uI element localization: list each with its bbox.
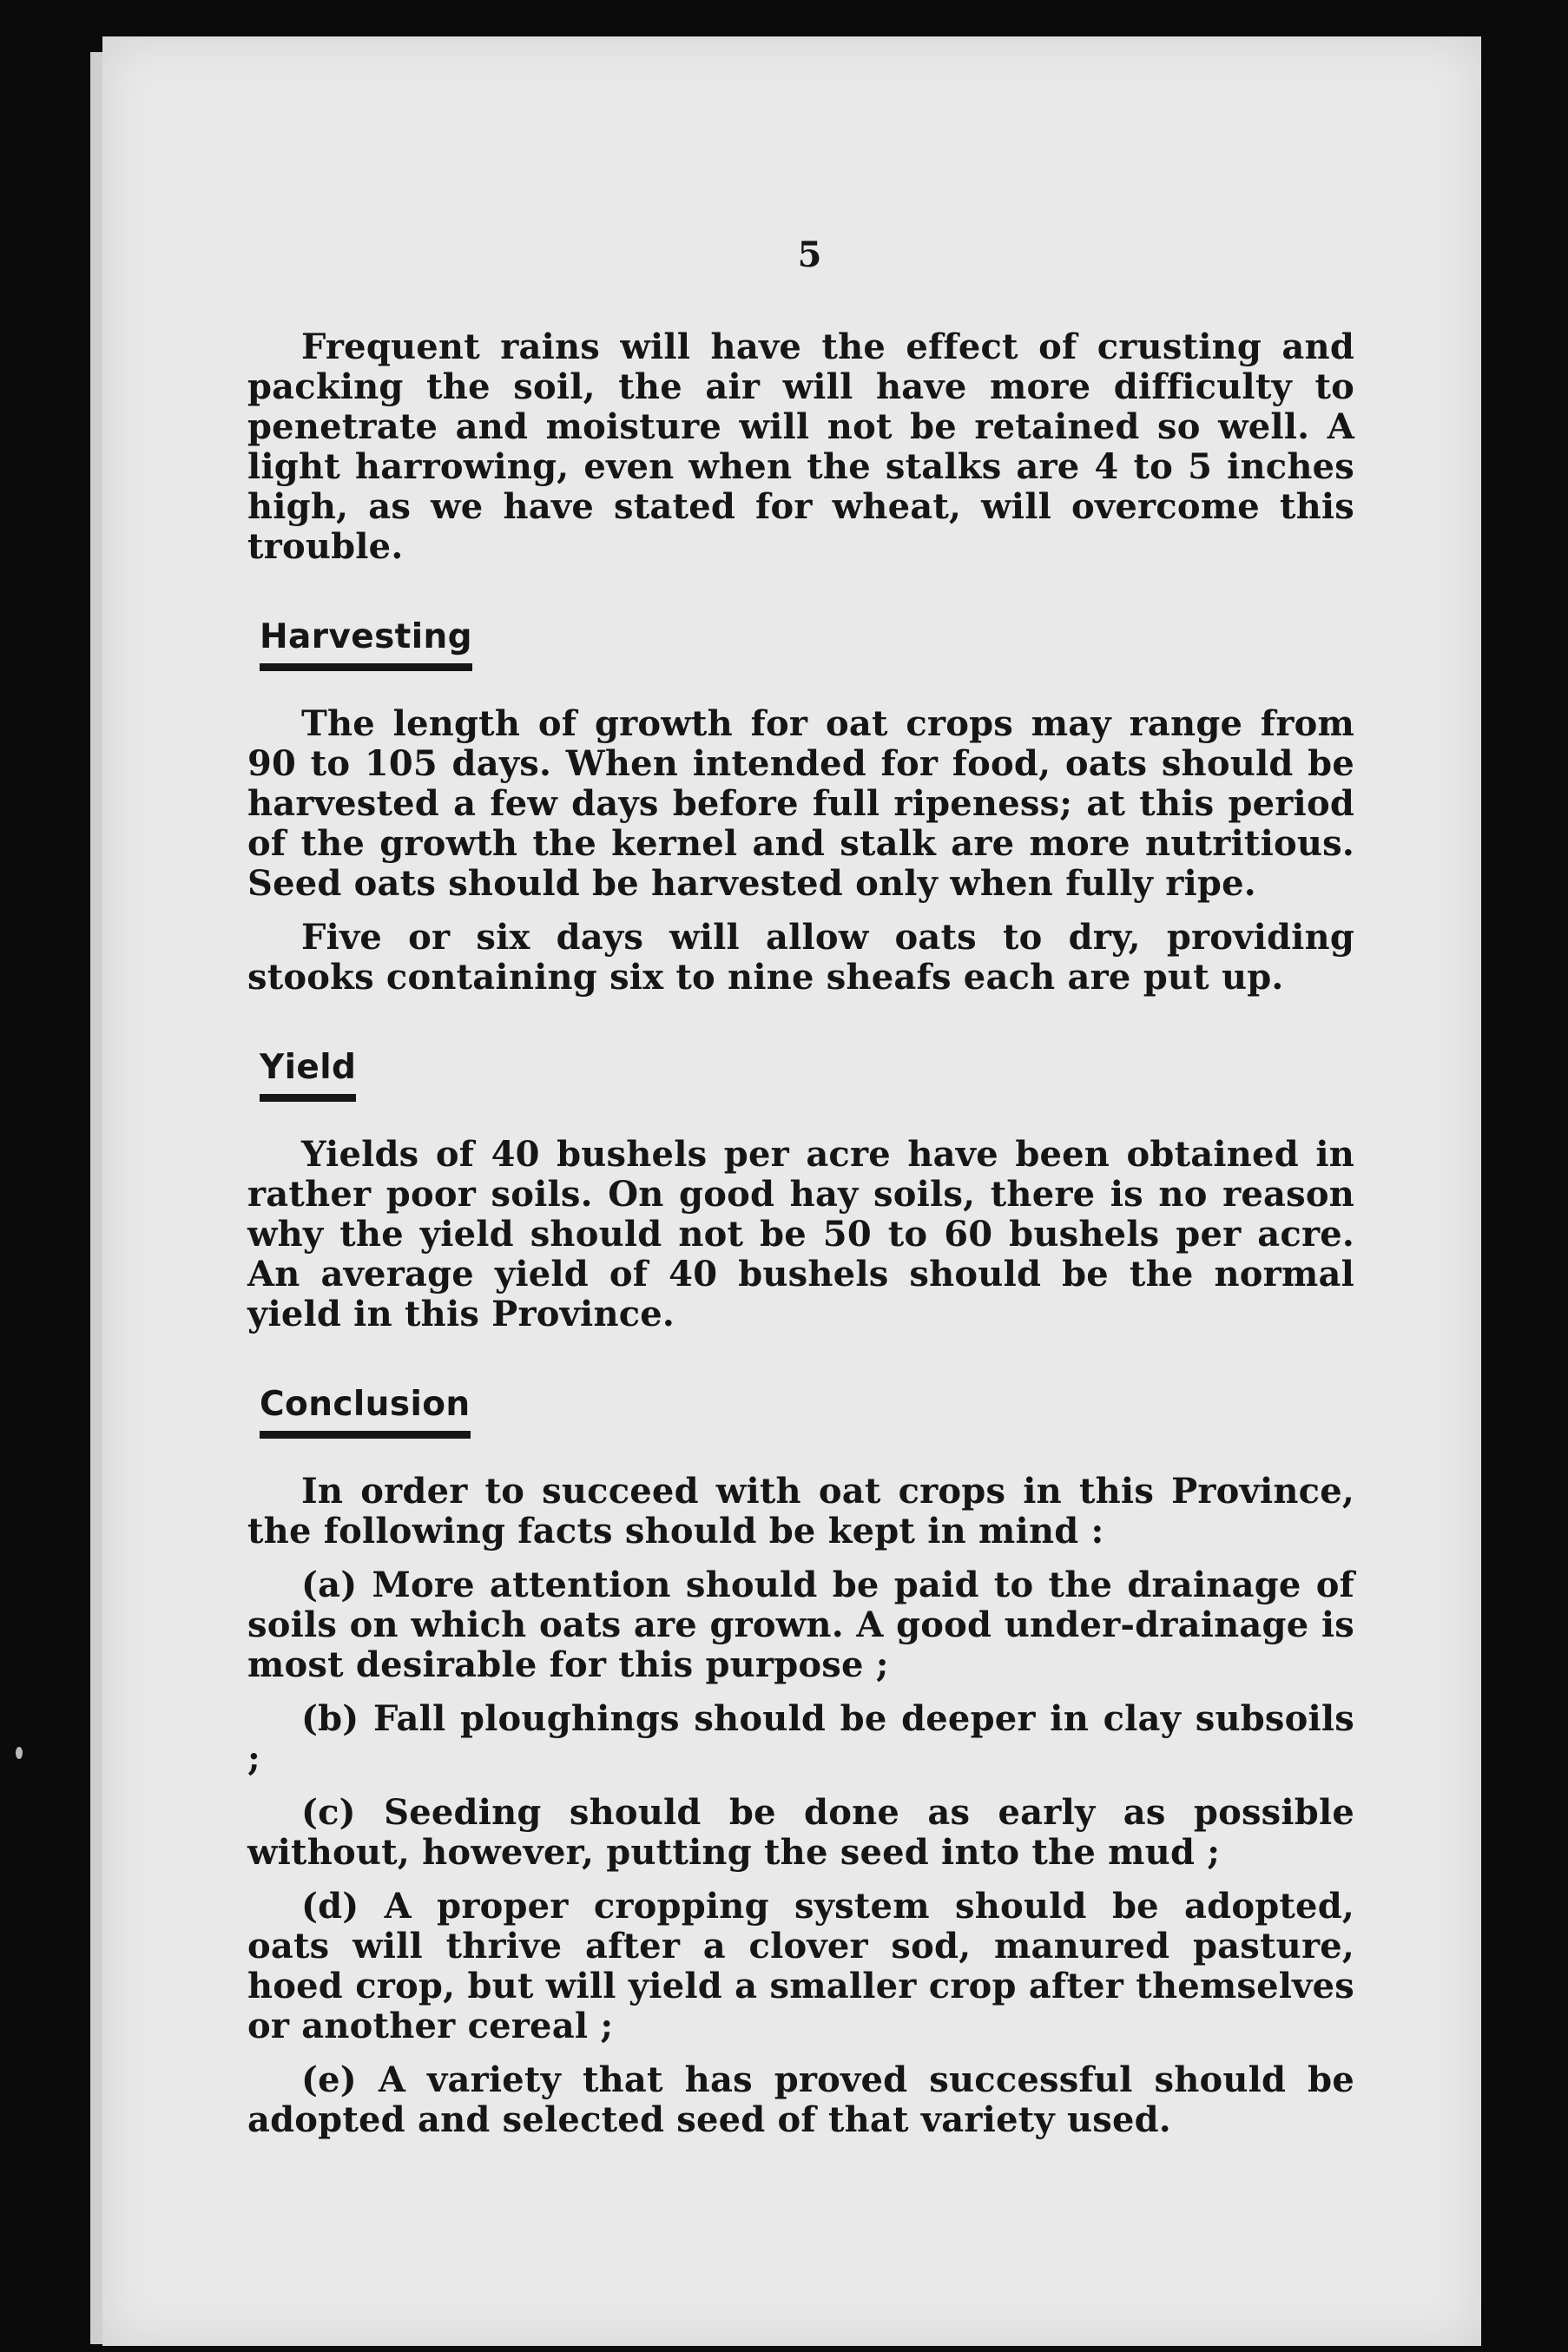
harvesting-paragraph-2: Five or six days will allow oats to dry, providing stooks containing six to nine sheafs each are put up.	[247, 917, 1354, 998]
conclusion-item-a: (a) More attention should be paid to the drainage of soils on which oats are grown. A good under-drainage is most desirable for this purpose ;	[247, 1565, 1354, 1685]
conclusion-intro-paragraph: In order to succeed with oat crops in this Province, the following facts should be kept in mind :	[247, 1471, 1354, 1552]
heading-conclusion: Conclusion	[260, 1385, 471, 1439]
conclusion-item-d: (d) A proper cropping system should be adopted, oats will thrive after a clover sod, manured pasture, hoed crop, but will yield a smaller crop after themselves or another cereal ;	[247, 1886, 1354, 2046]
page-content	[247, 234, 1354, 2154]
intro-paragraph: Frequent rains will have the effect of crusting and packing the soil, the air will have more difficulty to penetrate and moisture will not be retained so well. A light harrowing, even when the stalks are 4 to 5 inches high, as we have stated for wheat, will overcome this trouble.	[247, 326, 1354, 567]
heading-harvesting: Harvesting	[260, 617, 472, 671]
harvesting-paragraph-1: The length of growth for oat crops may range from 90 to 105 days. When intended for food, oats should be harvested a few days before full ripeness; at this period of the growth the kernel and stalk are more nutritious. Seed oats should be harvested only when fully ripe.	[247, 703, 1354, 904]
conclusion-item-b: (b) Fall ploughings should be deeper in clay subsoils ;	[247, 1698, 1354, 1779]
conclusion-item-e: (e) A variety that has proved successful should be adopted and selected seed of that variety used.	[247, 2059, 1354, 2140]
conclusion-item-c: (c) Seeding should be done as early as possible without, however, putting the seed into the mud ;	[247, 1792, 1354, 1873]
page-number: 5	[797, 234, 822, 275]
yield-paragraph-1: Yields of 40 bushels per acre have been obtained in rather poor soils. On good hay soils, there is no reason why the yield should not be 50 to 60 bushels per acre. An average yield of 40 bushels should be the normal yield in this Province.	[247, 1134, 1354, 1334]
scan-speck	[16, 1747, 23, 1759]
heading-yield: Yield	[260, 1048, 356, 1102]
page-edge-shadow	[90, 52, 102, 2344]
